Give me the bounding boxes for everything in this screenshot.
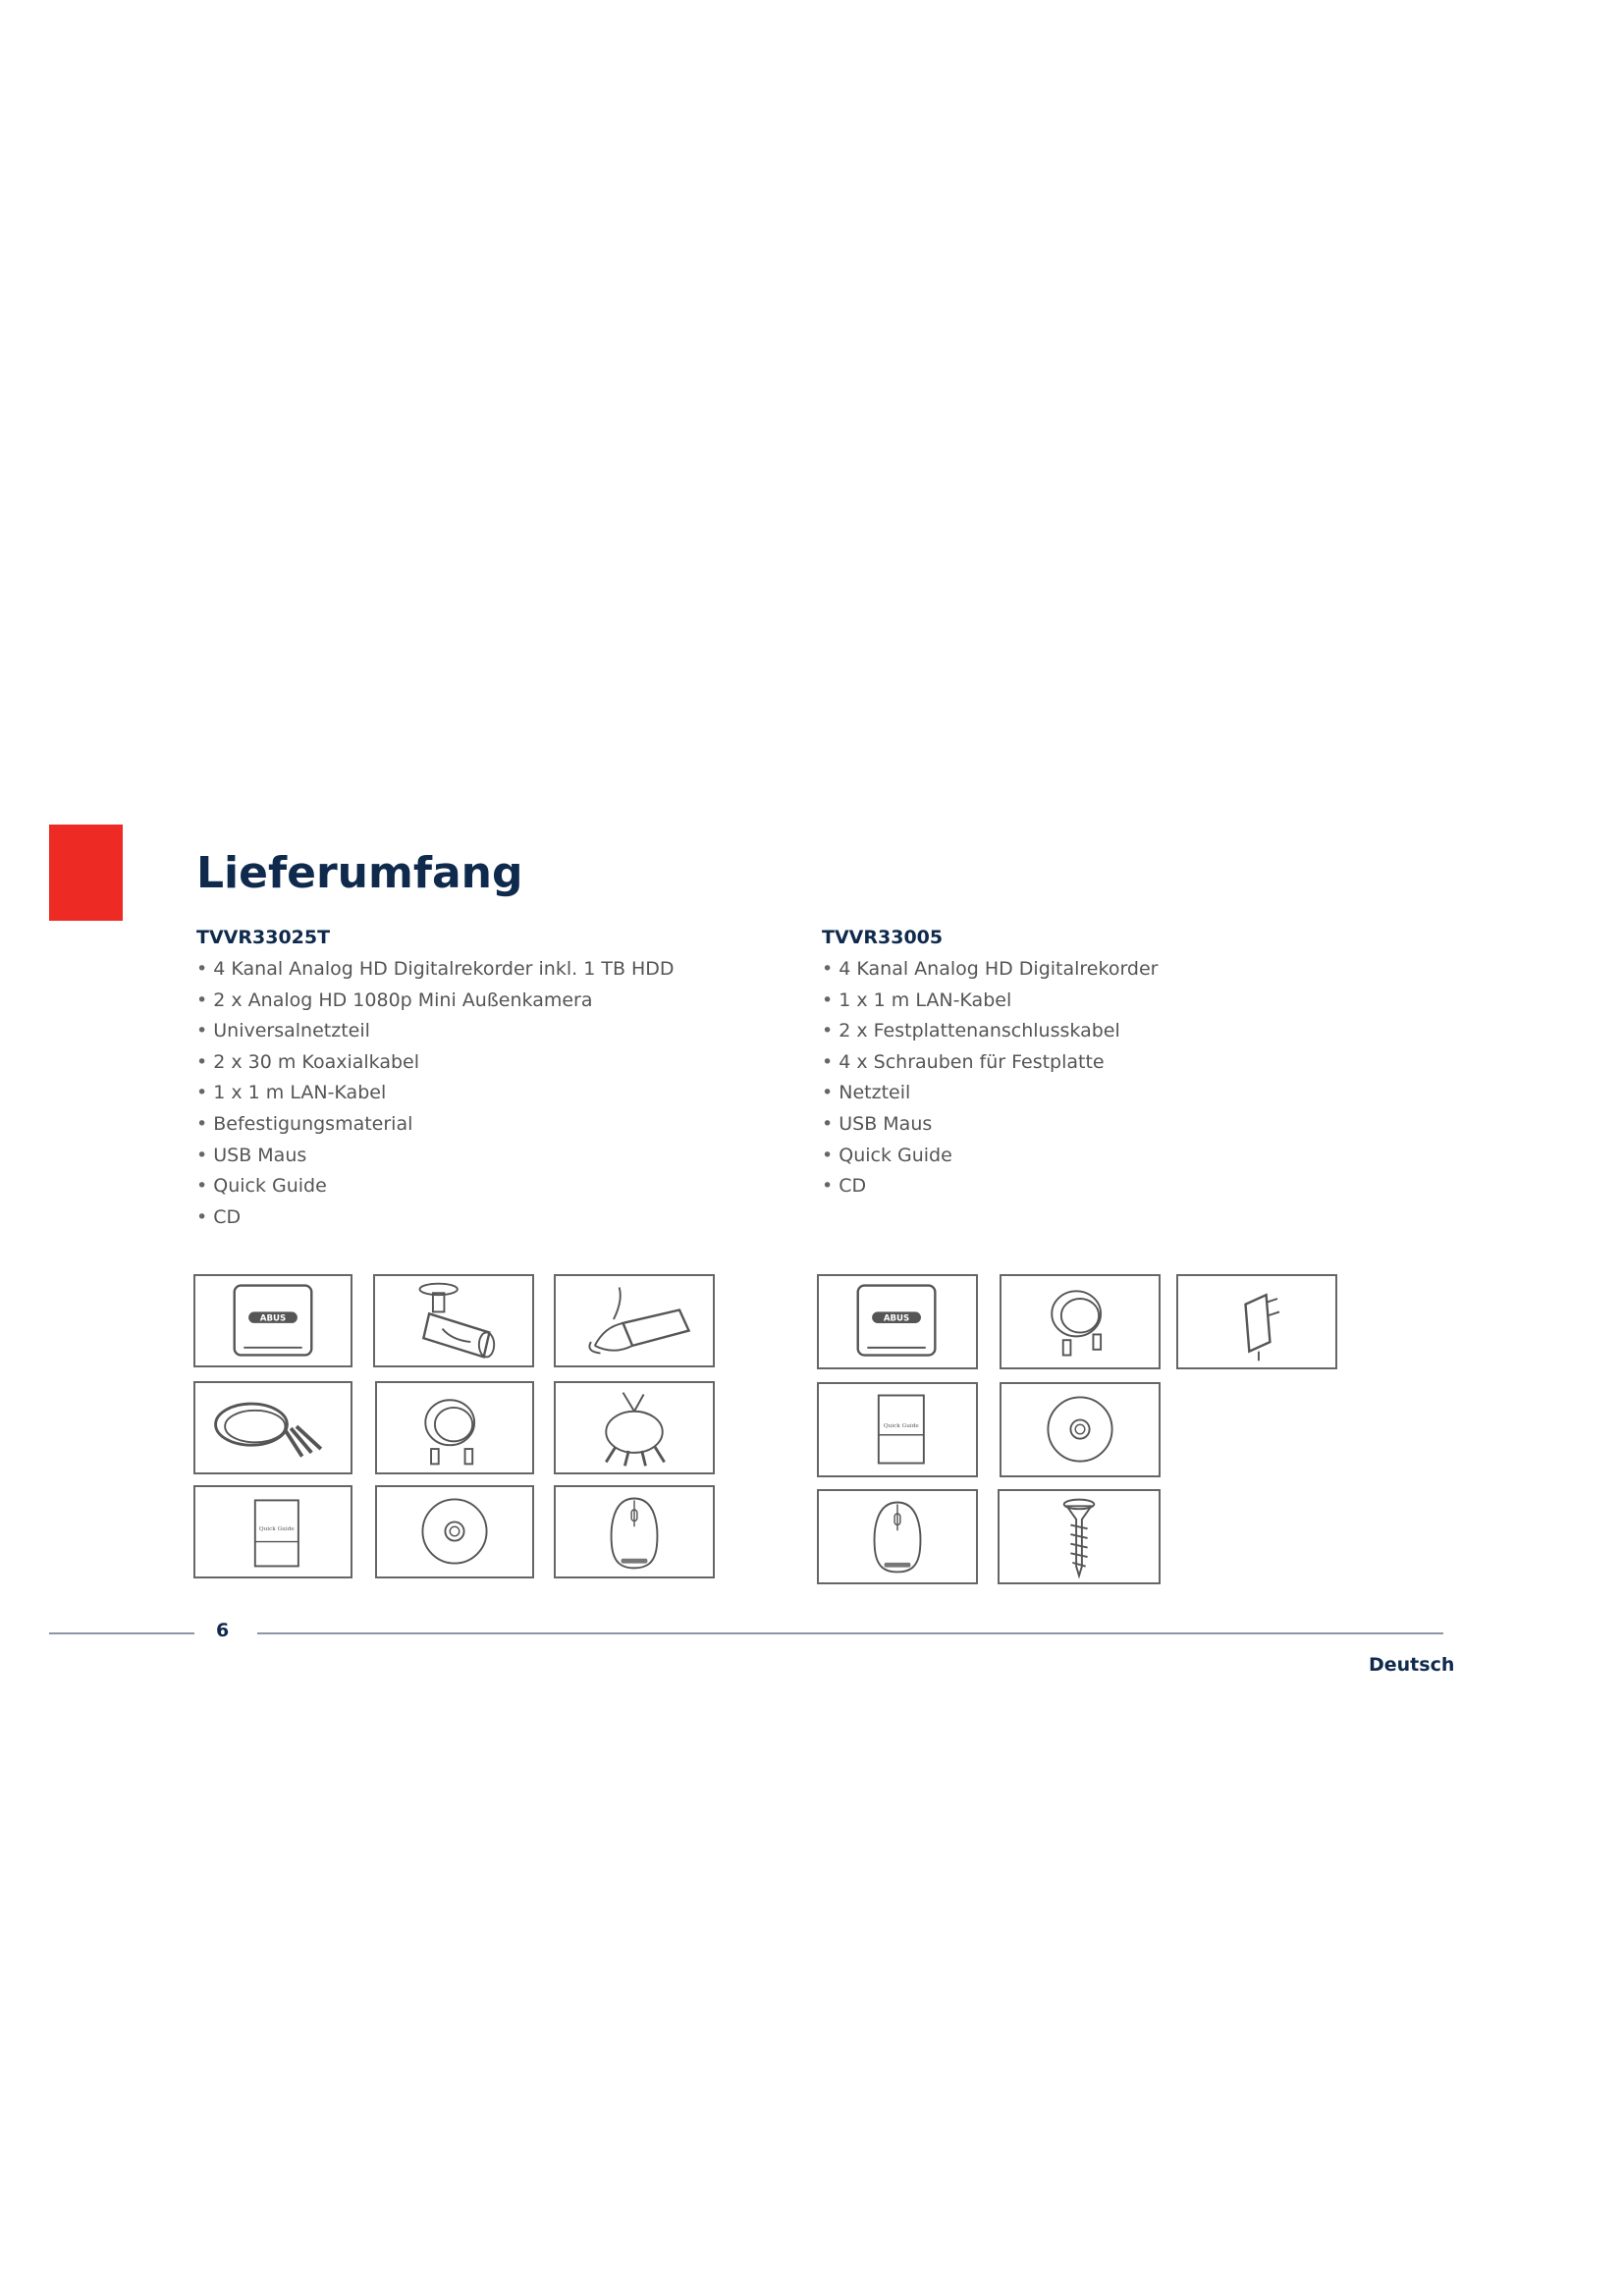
screw-icon	[1000, 1491, 1159, 1582]
power-splitter-cable-icon	[556, 1383, 713, 1472]
footer-rule-left	[49, 1632, 194, 1634]
camera-image	[373, 1274, 534, 1367]
list-item: • 2 x Analog HD 1080p Mini Außenkamera	[196, 986, 675, 1017]
list-item: • Netzteil	[822, 1078, 1159, 1109]
usb-mouse-image	[817, 1489, 978, 1584]
list-item: • 4 x Schrauben für Festplatte	[822, 1047, 1159, 1079]
recorder-image	[193, 1274, 352, 1367]
list-item: • USB Maus	[196, 1141, 675, 1172]
guide-label-text: Quick Guide	[258, 1526, 295, 1533]
lan-cable-icon	[1001, 1276, 1159, 1367]
quick-guide-image	[193, 1485, 352, 1578]
list-item: • Universalnetzteil	[196, 1016, 675, 1047]
device-logo-text: ABUS	[883, 1313, 910, 1324]
screw-image	[998, 1489, 1161, 1584]
page-number: 6	[216, 1620, 230, 1641]
plug-power-supply-image	[1176, 1274, 1337, 1369]
list-item: • USB Maus	[822, 1109, 1159, 1141]
quick-guide-icon	[195, 1487, 351, 1576]
list-item: • Quick Guide	[196, 1171, 675, 1202]
lan-cable-icon	[377, 1383, 532, 1472]
recorder-image	[817, 1274, 978, 1369]
contents-list	[822, 954, 1159, 1202]
usb-mouse-image	[554, 1485, 715, 1578]
list-item: • 4 Kanal Analog HD Digitalrekorder inkl. 1 TB HDD	[196, 954, 675, 986]
power-splitter-cable-image	[554, 1381, 715, 1474]
list-item: • CD	[822, 1171, 1159, 1202]
list-item: • 2 x Festplattenanschlusskabel	[822, 1016, 1159, 1047]
model-column-tvvr33025t	[196, 925, 675, 1233]
cd-image	[375, 1485, 534, 1578]
list-item: • CD	[196, 1202, 675, 1234]
list-item: • 1 x 1 m LAN-Kabel	[196, 1078, 675, 1109]
lan-cable-image	[375, 1381, 534, 1474]
list-item: • 1 x 1 m LAN-Kabel	[822, 986, 1159, 1017]
model-name: TVVR33005	[822, 927, 944, 948]
plug-power-supply-icon	[1178, 1276, 1335, 1367]
language-label: Deutsch	[1369, 1654, 1455, 1676]
list-item: • 4 Kanal Analog HD Digitalrekorder	[822, 954, 1159, 986]
coax-cable-image	[193, 1381, 352, 1474]
lan-cable-image	[1000, 1274, 1161, 1369]
model-name: TVVR33025T	[196, 927, 331, 948]
recorder-icon	[195, 1276, 351, 1365]
usb-mouse-icon	[819, 1491, 976, 1582]
contents-list	[196, 954, 675, 1233]
camera-icon	[375, 1276, 532, 1365]
quick-guide-image	[817, 1382, 978, 1477]
model-column-tvvr33005	[822, 925, 1159, 1202]
quick-guide-icon	[819, 1384, 976, 1475]
page-title: Lieferumfang	[196, 848, 523, 898]
list-item: • Befestigungsmaterial	[196, 1109, 675, 1141]
recorder-icon	[819, 1276, 976, 1367]
footer-rule-right	[257, 1632, 1443, 1634]
list-item: • Quick Guide	[822, 1141, 1159, 1172]
usb-mouse-icon	[556, 1487, 713, 1576]
cd-icon	[1001, 1384, 1159, 1475]
cd-icon	[377, 1487, 532, 1576]
coax-cable-icon	[195, 1383, 351, 1472]
cd-image	[1000, 1382, 1161, 1477]
section-accent-bar	[49, 825, 123, 921]
power-supply-image	[554, 1274, 715, 1367]
list-item: • 2 x 30 m Koaxialkabel	[196, 1047, 675, 1079]
guide-label-text: Quick Guide	[883, 1423, 919, 1430]
device-logo-text: ABUS	[259, 1313, 287, 1324]
power-supply-icon	[556, 1276, 713, 1365]
